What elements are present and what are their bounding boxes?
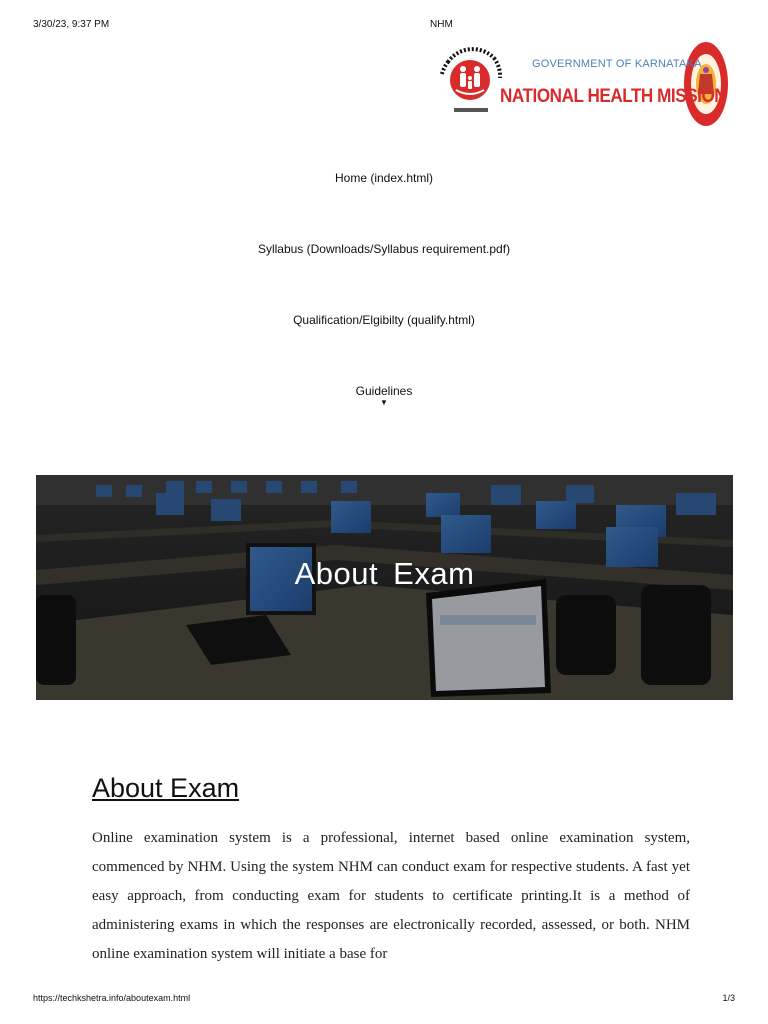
hero-banner bbox=[36, 475, 733, 700]
about-exam-paragraph: Online examination system is a professional, internet based online examination system, commenced by NHM. Using the system NHM can conduct exam for respective students. A fast yet easy approach, from conducting exam for students to certificate printing.It is a method of administering exams in which the responses are electronically recorded, assessed, or both. NHM online examination system will initiate a base for bbox=[92, 830, 690, 962]
karnataka-seal-icon bbox=[684, 42, 728, 126]
government-of-karnataka-text: GOVERNMENT OF KARNATAKA bbox=[532, 58, 702, 70]
chevron-down-icon[interactable]: ▼ bbox=[380, 398, 388, 407]
hero-title: About Exam bbox=[294, 556, 475, 591]
national-health-mission-text: NATIONAL HEALTH MISSION bbox=[500, 86, 727, 107]
nav-home-link[interactable]: Home (index.html) bbox=[334, 171, 434, 185]
print-page-number: 1/3 bbox=[722, 993, 735, 1003]
nhm-emblem-icon bbox=[442, 49, 500, 112]
nav-guidelines-dropdown[interactable]: Guidelines bbox=[355, 384, 413, 398]
nav-qualification-link[interactable]: Qualification/Elgibilty (qualify.html) bbox=[293, 313, 475, 327]
print-title: NHM bbox=[430, 19, 453, 30]
section-heading: About Exam bbox=[92, 773, 240, 803]
print-url: https://techkshetra.info/aboutexam.html bbox=[33, 993, 191, 1003]
nhm-logo-banner[interactable] bbox=[434, 38, 732, 130]
nav-syllabus-link[interactable]: Syllabus (Downloads/Syllabus requirement.pdf) bbox=[257, 242, 511, 256]
print-datetime: 3/30/23, 9:37 PM bbox=[33, 19, 110, 30]
